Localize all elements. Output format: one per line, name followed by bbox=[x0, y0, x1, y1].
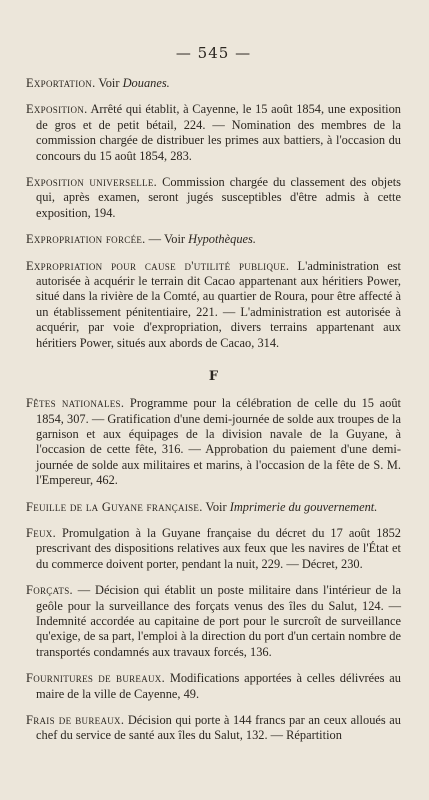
entry-heading: Exposition universelle. bbox=[26, 175, 158, 190]
index-entry-frais-bureaux bbox=[26, 713, 401, 744]
index-entry-forcats bbox=[26, 583, 401, 660]
entry-reference: Hypothèques. bbox=[188, 232, 256, 247]
entry-heading: Fêtes nationales. bbox=[26, 396, 125, 411]
entry-heading: Expropriation pour cause d'utilité publique. bbox=[26, 258, 290, 273]
index-entry-feux bbox=[26, 526, 401, 572]
index-entry-exposition bbox=[26, 102, 401, 164]
index-entry-fetes-nationales bbox=[26, 396, 401, 488]
entry-reference: Douanes. bbox=[122, 76, 170, 90]
entry-text: Promulgation à la Guyane française du décret du 17 août 1852 prescrivant des dispositions relatives aux feux que les navires de l'État et du commerce doivent porter, pendant la nuit, 229. — Décret, 230. bbox=[36, 525, 401, 571]
entry-text: — Voir bbox=[145, 232, 189, 247]
entry-text: Programme pour la célébration de celle du 15 août 1854, 307. — Gratification d'une demi-journée de solde aux troupes de la garnison et aux équipages de la division navale de la Guyane, à l'occasion de cette fête, 316. — Approbation du paiement d'une demi-journée de solde aux militaires et marins, à l'occasion de la fête de S. M. l'Empereur, 462. bbox=[36, 396, 401, 488]
section-letter: F bbox=[208, 369, 219, 385]
entry-heading: Feux. bbox=[26, 525, 56, 540]
entries-f-section bbox=[26, 396, 401, 744]
index-entry-feuille-guyane bbox=[26, 500, 401, 515]
entry-text: Décision qui porte à 144 francs par an ceux alloués au chef du service de santé aux îles du Salut, 132. — Répartition bbox=[36, 713, 401, 743]
index-entry-fournitures-bureaux bbox=[26, 671, 401, 702]
entry-heading: Expropriation forcée. bbox=[26, 232, 146, 247]
entry-text: Arrêté qui établit, à Cayenne, le 15 août 1854, une exposition de gros et de petit bétail, 224. — Nomination des membres de la commission chargée de distribuer les primes aux battiers, à l'occasion du concours du 15 août 1854, 283. bbox=[36, 102, 401, 163]
entry-reference: Imprimerie du gouvernement. bbox=[229, 499, 378, 514]
index-entry-expropriation-forcee bbox=[26, 232, 401, 247]
entries-e-section bbox=[26, 76, 401, 351]
entry-heading: Exposition. bbox=[26, 102, 88, 117]
entry-text: Commission chargée du classement des objets qui, après examen, seront jugés susceptibles d'être admis à cette exposition, 194. bbox=[36, 175, 401, 220]
index-entry-exposition-universelle bbox=[26, 175, 401, 221]
entry-heading: Fournitures de bureaux. bbox=[26, 671, 166, 686]
entry-heading: Frais de bureaux. bbox=[26, 713, 125, 727]
entry-heading: Forçats. bbox=[26, 583, 73, 598]
entry-text: L'administration est autorisée à acquérir le terrain dit Cacao appartenant aux héritiers Power, situé dans la rivière de la Comté, au quartier de Roura, pour être affecté à un établissement pénitentiaire, 221. — L'administration est autorisée à acquérir, par voie d'expropriation, divers terrains appartenant aux héritiers Power, situés aux abords de Cacao, 314. bbox=[36, 258, 401, 350]
page-number: — 545 — bbox=[175, 44, 252, 62]
entry-heading: Feuille de la Guyane française. bbox=[26, 499, 203, 514]
entry-text: Voir bbox=[202, 499, 230, 514]
entry-text: Voir bbox=[95, 76, 123, 90]
entry-text: — Décision qui établit un poste militaire dans l'intérieur de la geôle pour la surveillance des forçats venus des îles du Salut, 124. — Indemnité accordée au capitaine de port pour le surcroît de surveillance qu'exige, de sa part, l'emploi à la direction du port d'un certain nombre de transportés condamnés aux travaux forcés, 136. bbox=[36, 583, 401, 659]
entry-heading: Exportation. bbox=[26, 76, 96, 90]
entry-text: Modifications apportées à celles délivrées au maire de la ville de Cayenne, 49. bbox=[36, 671, 401, 701]
index-entry-exportation bbox=[26, 76, 401, 91]
index-entry-expropriation-utilite-publique bbox=[26, 259, 401, 351]
